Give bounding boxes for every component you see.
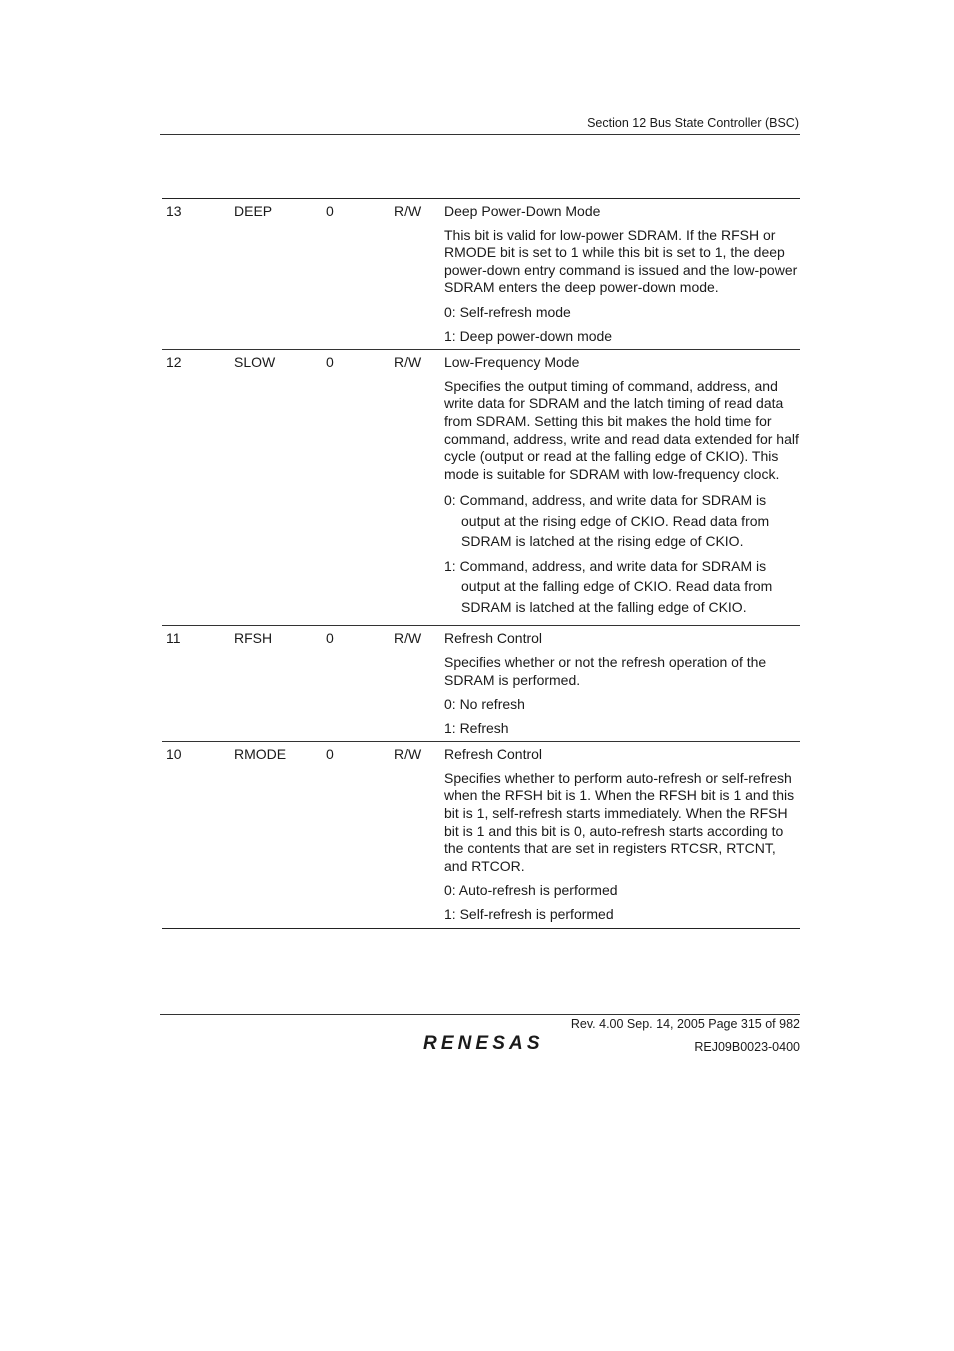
bit-number: 12 [166,354,182,371]
table-row [162,742,800,928]
option-value: 0: Command, address, and write data for SDRAM is output at the rising edge of CKIO. Read data from SDRAM is latched at the rising edge of CKIO. [444,492,770,550]
bit-description [444,199,800,345]
option-value: 1: Deep power-down mode [444,327,613,344]
table-row [162,626,800,742]
description-text: Specifies the output timing of command, address, and write data for SDRAM and the latch timing of read data from SDRAM. Setting this bit makes the hold time for command, address, write and read data extended for half cycle (output or read at the falling edge of CKIO). This mode is suitable for SDRAM with low-frequency clock. [444,377,799,482]
option-value: 1: Refresh [444,719,509,736]
header-divider [160,134,800,135]
option-value: 0: Self-refresh mode [444,303,571,320]
register-bit-table [162,198,800,929]
initial-value: 0 [326,354,334,371]
option-value: 1: Self-refresh is performed [444,906,614,923]
table-row [162,350,800,626]
read-write: R/W [394,203,422,219]
bit-number: 11 [166,630,181,647]
initial-value: 0 [326,746,334,763]
bit-number: 10 [166,746,182,763]
description-title: Low-Frequency Mode [444,354,580,371]
bit-number: 13 [166,203,182,219]
description-title: Deep Power-Down Mode [444,203,601,219]
document-number: REJ09B0023-0400 [694,1040,800,1054]
bit-description [444,742,800,923]
table-row [162,199,800,350]
initial-value: 0 [326,630,334,647]
footer-divider [160,1014,800,1015]
bit-name: RMODE [234,746,287,763]
option-value: 0: Auto-refresh is performed [444,882,618,899]
logo-wordmark: RENESAS [423,1033,541,1053]
revision-info: Rev. 4.00 Sep. 14, 2005 Page 315 of 982 [570,1017,800,1031]
bit-name: SLOW [234,354,276,371]
read-write: R/W [394,354,422,371]
running-header: Section 12 Bus State Controller (BSC) [587,116,799,130]
bit-name: RFSH [234,630,273,647]
option-value: 1: Command, address, and write data for SDRAM is output at the falling edge of CKIO. Read data from SDRAM is latched at the falling edge of CKIO. [444,557,773,615]
read-write: R/W [394,630,422,647]
read-write: R/W [394,746,422,763]
description-title: Refresh Control [444,746,543,763]
initial-value: 0 [326,203,334,219]
bit-description [444,626,800,737]
bit-name: DEEP [234,203,273,219]
description-text: This bit is valid for low-power SDRAM. If the RFSH or RMODE bit is set to 1 while this bit is set to 1, the deep power-down entry command is issued and the low-power SDRAM enters the deep power-down mode. [444,226,798,296]
description-text: Specifies whether or not the refresh operation of the SDRAM is performed. [444,653,767,688]
description-text: Specifies whether to perform auto-refresh or self-refresh when the RFSH bit is 1. When the RFSH bit is 1 and this bit is 1, self-refresh starts immediately. When the RFSH bit is 1 and this bit is 0, auto-refresh starts according to the contents that are set in registers RTCSR, RTCNT, and RTCOR. [444,769,795,874]
description-title: Refresh Control [444,630,543,647]
option-value: 0: No refresh [444,696,525,713]
bit-description [444,350,800,617]
renesas-logo [421,1031,543,1053]
